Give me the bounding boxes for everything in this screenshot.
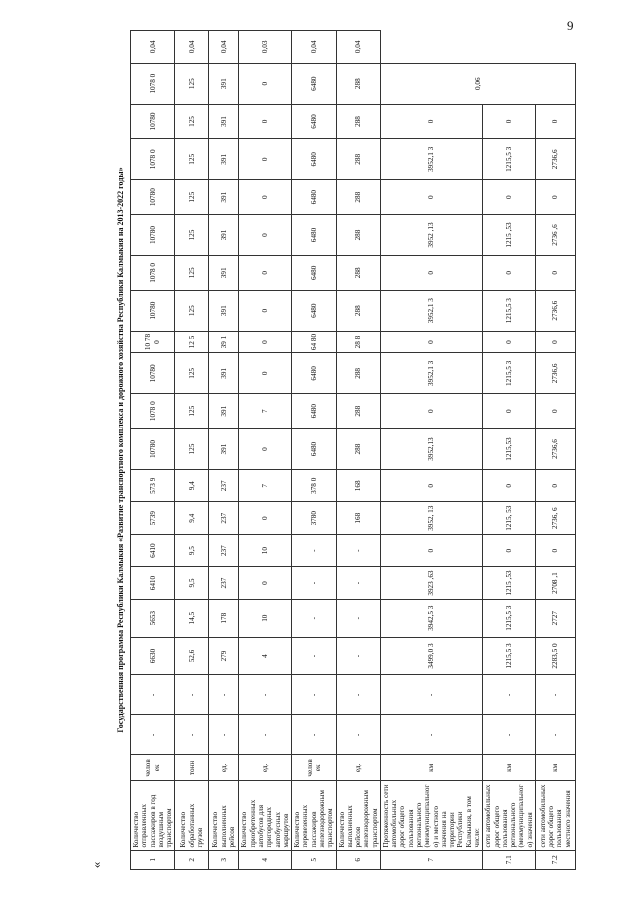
value-cell: 391 — [209, 394, 239, 429]
rotated-page — [114, 30, 594, 870]
value-cell: 237 — [209, 534, 239, 566]
value-cell: - — [292, 567, 336, 599]
value-cell: 10780 — [131, 429, 175, 470]
value-cell: 288 — [336, 214, 380, 255]
value-cell: 125 — [175, 139, 209, 180]
value-cell: 3942,5 3 — [380, 599, 482, 637]
value-cell: 125 — [175, 104, 209, 139]
value-cell: 64 80 — [292, 331, 336, 353]
value-cell: 168 — [336, 470, 380, 502]
value-cell: - — [336, 675, 380, 715]
value-cell: 0 — [535, 394, 575, 429]
value-cell: 0 — [535, 470, 575, 502]
weight-cell: 0,04 — [209, 31, 239, 64]
weight-cell: 0,04 — [175, 31, 209, 64]
table-row — [175, 31, 209, 870]
value-cell: 9,5 — [175, 567, 209, 599]
value-cell: 0 — [239, 214, 292, 255]
value-cell: 0 — [239, 290, 292, 331]
value-cell: 6480 — [292, 104, 336, 139]
value-cell: 6480 — [292, 429, 336, 470]
value-cell: 0 — [380, 104, 482, 139]
value-cell: 2736,6 — [535, 139, 575, 180]
value-cell: 168 — [336, 502, 380, 534]
value-cell: 125 — [175, 180, 209, 215]
value-cell: 1215,5 3 — [483, 599, 536, 637]
value-cell: 3952, 13 — [380, 502, 482, 534]
value-cell: 9,4 — [175, 470, 209, 502]
value-cell: 0 — [239, 502, 292, 534]
value-cell: 7 — [239, 394, 292, 429]
row-number: 6 — [336, 850, 380, 869]
value-cell: - — [292, 599, 336, 637]
value-cell: 0 — [535, 104, 575, 139]
value-cell: 1078 0 — [131, 394, 175, 429]
table-row — [239, 31, 292, 870]
value-cell: 6480 — [292, 63, 336, 104]
value-cell: 125 — [175, 290, 209, 331]
value-cell: 0 — [239, 139, 292, 180]
value-cell: 237 — [209, 567, 239, 599]
value-cell: 3499,0 3 — [380, 637, 482, 675]
value-cell: 391 — [209, 353, 239, 394]
value-cell: 0 — [239, 63, 292, 104]
table-row — [131, 31, 175, 870]
row-unit: км — [535, 755, 575, 781]
indicator-table — [130, 30, 576, 870]
value-cell: 6480 — [292, 214, 336, 255]
row-number: 7 — [380, 850, 482, 869]
weight-cell: 0,04 — [292, 31, 336, 64]
value-cell: 0 — [380, 470, 482, 502]
value-cell: 10780 — [131, 353, 175, 394]
table-row — [483, 31, 536, 870]
row-unit: км — [483, 755, 536, 781]
value-cell: 125 — [175, 353, 209, 394]
row-unit: тонн — [175, 755, 209, 781]
value-cell: 288 — [336, 104, 380, 139]
value-cell: 125 — [175, 256, 209, 291]
value-cell: 3952 ,13 — [380, 214, 482, 255]
value-cell: 237 — [209, 502, 239, 534]
row-number: 1 — [131, 850, 175, 869]
value-cell: 0 — [483, 331, 536, 353]
value-cell: - — [380, 675, 482, 715]
table-row — [209, 31, 239, 870]
value-cell: - — [535, 715, 575, 755]
value-cell: - — [483, 675, 536, 715]
value-cell: 6480 — [292, 394, 336, 429]
value-cell: 10 — [239, 534, 292, 566]
weight-cell: 0,04 — [336, 31, 380, 64]
quote-mark: « — [88, 861, 104, 869]
value-cell: 391 — [209, 214, 239, 255]
value-cell: 288 — [336, 256, 380, 291]
value-cell: 288 — [336, 429, 380, 470]
value-cell: 1215 ,53 — [483, 214, 536, 255]
value-cell: 6480 — [292, 139, 336, 180]
value-cell: - — [535, 675, 575, 715]
value-cell: 3780 — [292, 502, 336, 534]
value-cell: 6480 — [292, 180, 336, 215]
value-cell: 0 — [239, 256, 292, 291]
value-cell: - — [209, 675, 239, 715]
value-cell: 0 — [483, 534, 536, 566]
value-cell: - — [131, 675, 175, 715]
value-cell: 52,6 — [175, 637, 209, 675]
value-cell: 1078 0 — [131, 139, 175, 180]
weight-cell: 0,03 — [239, 31, 292, 64]
value-cell: 7 — [239, 470, 292, 502]
value-cell: 9,4 — [175, 502, 209, 534]
value-cell: 0 — [535, 180, 575, 215]
row-number: 7.2 — [535, 850, 575, 869]
value-cell: 0 — [239, 567, 292, 599]
value-cell: 0 — [535, 534, 575, 566]
value-cell: 125 — [175, 394, 209, 429]
row-unit: челов ек — [292, 755, 336, 781]
row-indicator-name: Количество приобретенных автобусов для пригородных автобусных маршрутов — [239, 781, 292, 850]
weight-cell: 0,04 — [131, 31, 175, 64]
value-cell: 12 5 — [175, 331, 209, 353]
value-cell: - — [292, 637, 336, 675]
table-row — [336, 31, 380, 870]
value-cell: 2283,5 0 — [535, 637, 575, 675]
value-cell: 0 — [483, 104, 536, 139]
value-cell: 3952,13 — [380, 429, 482, 470]
value-cell: 288 — [336, 63, 380, 104]
value-cell: 178 — [209, 599, 239, 637]
row-number: 4 — [239, 850, 292, 869]
value-cell: - — [175, 675, 209, 715]
value-cell: 0 — [535, 256, 575, 291]
value-cell: 4 — [239, 637, 292, 675]
value-cell: 288 — [336, 290, 380, 331]
value-cell: 125 — [175, 429, 209, 470]
value-cell: 0 — [483, 394, 536, 429]
value-cell: 0 — [380, 394, 482, 429]
row-unit: ед. — [239, 755, 292, 781]
value-cell: 1215 ,53 — [483, 567, 536, 599]
value-cell: 2736,6 — [535, 429, 575, 470]
row-indicator-name: Количество выполненных рейсов железнодорожным транспортом — [336, 781, 380, 850]
value-cell: 0 — [380, 180, 482, 215]
value-cell: 391 — [209, 104, 239, 139]
row-indicator-name: Количество перевезенных пассажиров железнодорожным транспортом — [292, 781, 336, 850]
value-cell: - — [336, 599, 380, 637]
value-cell: 0 — [380, 534, 482, 566]
value-cell: 288 — [336, 139, 380, 180]
value-cell: 10780 — [131, 104, 175, 139]
value-cell: 5739 — [131, 502, 175, 534]
value-cell: 391 — [209, 429, 239, 470]
value-cell: 125 — [175, 63, 209, 104]
value-cell: 1215,53 — [483, 429, 536, 470]
value-cell: 0 — [380, 331, 482, 353]
row-indicator-name: сети автомобильных дорог общего пользования местного значения — [535, 781, 575, 850]
value-cell: 0 — [483, 256, 536, 291]
value-cell: 3952,1 3 — [380, 139, 482, 180]
value-cell: 2736 ,6 — [535, 214, 575, 255]
value-cell: - — [292, 715, 336, 755]
row-indicator-name: Количество обработанных грузов — [175, 781, 209, 850]
value-cell: 0 — [380, 256, 482, 291]
weight-cell-merged: 0,06 — [380, 63, 575, 104]
value-cell: 288 — [336, 353, 380, 394]
value-cell: 1215,5 3 — [483, 290, 536, 331]
row-indicator-name: Протяженность сети автомобильных дорог общего пользования регионального (межмуниципального) и местного значения на территории Республики Калмыкия, в том числе: — [380, 781, 482, 850]
value-cell: - — [292, 534, 336, 566]
value-cell: 237 — [209, 470, 239, 502]
value-cell: 2708 ,1 — [535, 567, 575, 599]
value-cell: 10780 — [131, 180, 175, 215]
value-cell: - — [336, 567, 380, 599]
row-indicator-name: Количество выполненных рейсов — [209, 781, 239, 850]
row-number: 3 — [209, 850, 239, 869]
value-cell: 0 — [239, 353, 292, 394]
value-cell: - — [483, 715, 536, 755]
value-cell: - — [380, 715, 482, 755]
value-cell: 0 — [483, 180, 536, 215]
table-row — [292, 31, 336, 870]
value-cell: 10780 — [131, 290, 175, 331]
value-cell: 0 — [535, 331, 575, 353]
value-cell: - — [336, 637, 380, 675]
value-cell: 125 — [175, 214, 209, 255]
value-cell: 6480 — [292, 353, 336, 394]
value-cell: 391 — [209, 256, 239, 291]
value-cell: 391 — [209, 63, 239, 104]
value-cell: 391 — [209, 290, 239, 331]
value-cell: 6480 — [292, 290, 336, 331]
value-cell: 39 1 — [209, 331, 239, 353]
value-cell: 288 — [336, 180, 380, 215]
value-cell: 2727 — [535, 599, 575, 637]
value-cell: 573 9 — [131, 470, 175, 502]
value-cell: 1078 0 — [131, 256, 175, 291]
value-cell: 28 8 — [336, 331, 380, 353]
table-row — [535, 31, 575, 870]
value-cell: - — [336, 715, 380, 755]
value-cell: 0 — [239, 104, 292, 139]
value-cell: - — [239, 715, 292, 755]
row-unit: челов ек — [131, 755, 175, 781]
value-cell: 1215,5 3 — [483, 353, 536, 394]
row-number: 7.1 — [483, 850, 536, 869]
value-cell: 10 78 0 — [131, 331, 175, 353]
value-cell: 3952,1 3 — [380, 290, 482, 331]
row-indicator-name: сети автомобильных дорог общего пользования регионального (межмуниципального) значения — [483, 781, 536, 850]
value-cell: 10780 — [131, 214, 175, 255]
document-title: Государственная программа Республики Калмыкия «Развитие транспортного комплекса и дорожного хозяйства Республики Калмыкия на 2013-2022 годы» — [116, 167, 125, 733]
row-unit: км — [380, 755, 482, 781]
value-cell: 378 0 — [292, 470, 336, 502]
value-cell: 6480 — [292, 256, 336, 291]
row-number: 5 — [292, 850, 336, 869]
value-cell: 391 — [209, 139, 239, 180]
value-cell: - — [336, 534, 380, 566]
value-cell: 288 — [336, 394, 380, 429]
row-unit: ед. — [209, 755, 239, 781]
value-cell: 6410 — [131, 534, 175, 566]
value-cell: 279 — [209, 637, 239, 675]
page-number: 9 — [567, 18, 574, 33]
value-cell: 0 — [239, 180, 292, 215]
value-cell: 0 — [239, 331, 292, 353]
value-cell: 0 — [483, 470, 536, 502]
value-cell: - — [209, 715, 239, 755]
row-number: 2 — [175, 850, 209, 869]
value-cell: 391 — [209, 180, 239, 215]
table-row — [380, 31, 482, 870]
value-cell: 1215,5 3 — [483, 637, 536, 675]
value-cell: - — [175, 715, 209, 755]
value-cell: 14,5 — [175, 599, 209, 637]
value-cell: 1215,5 3 — [483, 139, 536, 180]
row-indicator-name: Количество отправленных пассажиров в год воздушным транспортом — [131, 781, 175, 850]
value-cell: 6630 — [131, 637, 175, 675]
value-cell: 10 — [239, 599, 292, 637]
value-cell: 2736, 6 — [535, 502, 575, 534]
value-cell: 1078 0 — [131, 63, 175, 104]
value-cell: 3952,1 3 — [380, 353, 482, 394]
value-cell: 2736,6 — [535, 353, 575, 394]
value-cell: - — [239, 675, 292, 715]
value-cell: 5653 — [131, 599, 175, 637]
value-cell: - — [131, 715, 175, 755]
value-cell: - — [292, 675, 336, 715]
value-cell: 1215, 53 — [483, 502, 536, 534]
value-cell: 9,5 — [175, 534, 209, 566]
value-cell: 6410 — [131, 567, 175, 599]
row-unit: ед. — [336, 755, 380, 781]
value-cell: 2736,6 — [535, 290, 575, 331]
value-cell: 3923 ,63 — [380, 567, 482, 599]
value-cell: 0 — [239, 429, 292, 470]
